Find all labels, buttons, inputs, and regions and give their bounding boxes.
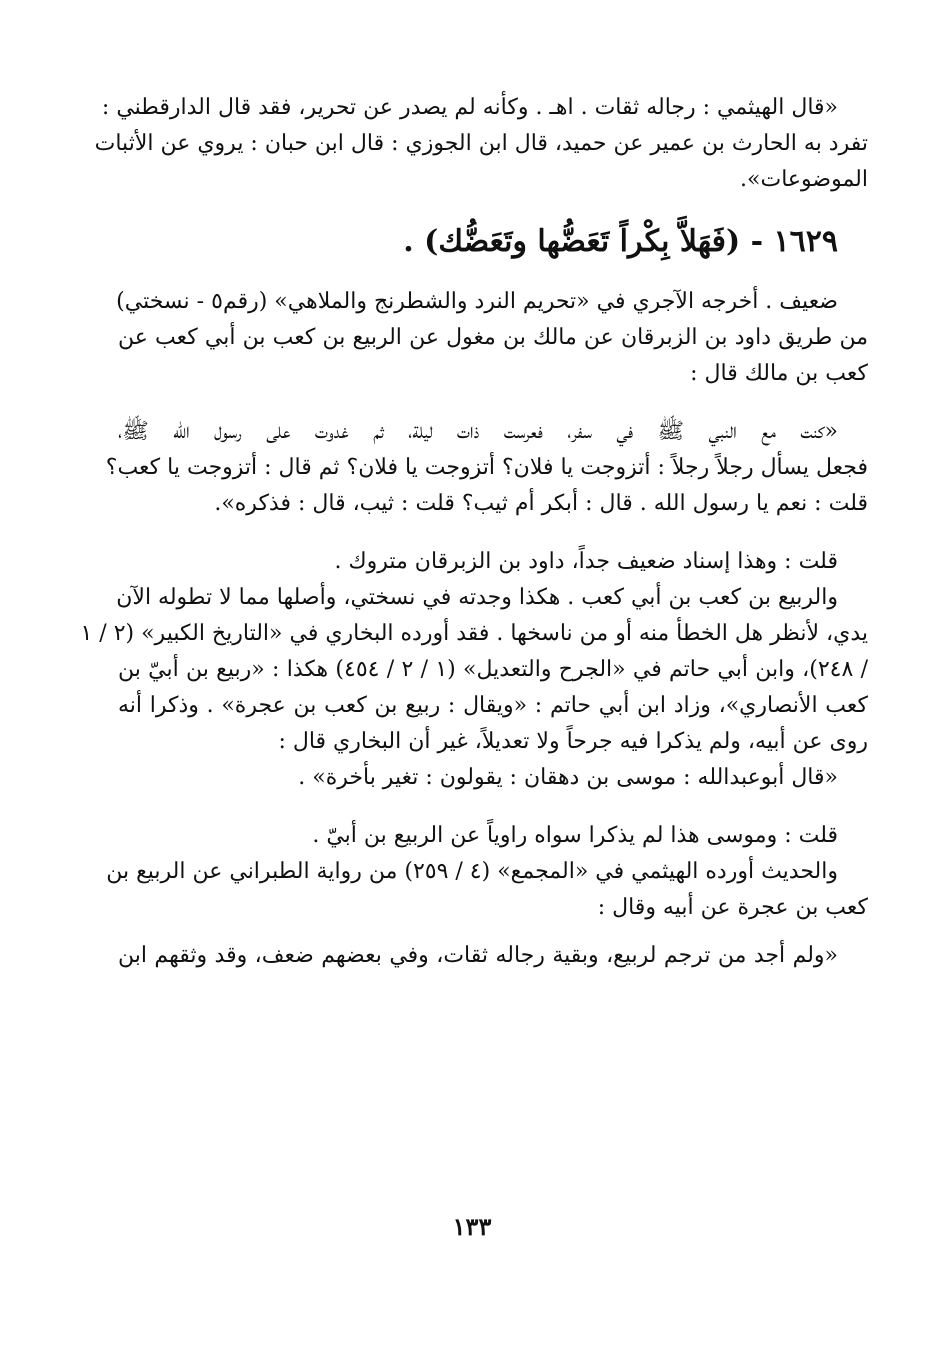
text-line: روى عن أبيه، ولم يذكرا فيه جرحاً ولا تعديلاً، غير أن البخاري قال :	[278, 729, 868, 754]
text-line: «ولم أجد من ترجم لربيع، وبقية رجاله ثقات، وفي بعضهم ضعف، وقد وثقهم ابن	[118, 943, 838, 968]
text-line: قلت : نعم يا رسول الله . قال : أبكر أم ثيب؟ قلت : ثيب، قال : فذكره».	[214, 491, 868, 516]
text-line: الموضوعات».	[740, 167, 868, 192]
text-line: «قال الهيثمي : رجاله ثقات . اهـ . وكأنه لم يصدر عن تحرير، فقد قال الدارقطني :	[101, 95, 838, 120]
page-number: ١٣٣	[452, 1212, 492, 1241]
text-line: كعب الأنصاري»، وزاد ابن أبي حاتم : «ويقال : ربيع بن كعب بن عجرة» . وذكرا أنه	[118, 693, 868, 718]
text-line: كعب بن مالك قال :	[690, 361, 868, 386]
text-line: والربيع بن كعب بن أبي كعب . هكذا وجدته في نسختي، وأصلها مما لا تطوله الآن	[116, 585, 838, 610]
text-line: تفرد به الحارث بن عمير عن حميد، قال ابن الجوزي : قال ابن حبان : يروي عن الأثبات	[94, 131, 868, 156]
text-line: ضعيف . أخرجه الآجري في «تحريم النرد والشطرنج والملاهي» (رقم٥ - نسختي)	[116, 289, 838, 314]
text-line: «كنت مع النبي ﷺ في سفر، فعرست ذات ليلة، ثم غدوت على رسول الله ﷺ،	[118, 419, 838, 444]
text-line: قلت : وهذا إسناد ضعيف جداً، داود بن الزبرقان متروك .	[334, 549, 838, 574]
text-line: والحديث أورده الهيثمي في «المجمع» (٤ / ٢٥٩) من رواية الطبراني عن الربيع بن	[106, 859, 838, 884]
page-body	[80, 90, 868, 974]
text-line: «قال أبوعبدالله : موسى بن دهقان : يقولون : تغير بأخرة» .	[298, 765, 838, 790]
text-line: من طريق داود بن الزبرقان عن مالك بن مغول عن الربيع بن كعب بن أبي كعب عن	[118, 325, 868, 350]
text-line: فجعل يسأل رجلاً رجلاً : أتزوجت يا فلان؟ أتزوجت يا فلان؟ ثم قال : أتزوجت يا كعب؟	[105, 455, 868, 480]
text-line: قلت : وموسى هذا لم يذكرا سواه راوياً عن الربيع بن أبيّ .	[312, 823, 838, 848]
text-line: يدي، لأنظر هل الخطأ منه أو من ناسخها . فقد أورده البخاري في «التاريخ الكبير» (٢ / ١	[80, 621, 868, 646]
text-line: كعب بن عجرة عن أبيه وقال :	[597, 895, 868, 920]
hadith-heading: ١٦٢٩ - (فَهَلاَّ بِكْراً تَعَضُّها وتَعَضُّك) .	[403, 224, 838, 259]
text-line: / ٢٤٨)، وابن أبي حاتم في «الجرح والتعديل» (١ / ٢ / ٤٥٤) هكذا : «ربيع بن أبيّ بن	[118, 657, 868, 682]
